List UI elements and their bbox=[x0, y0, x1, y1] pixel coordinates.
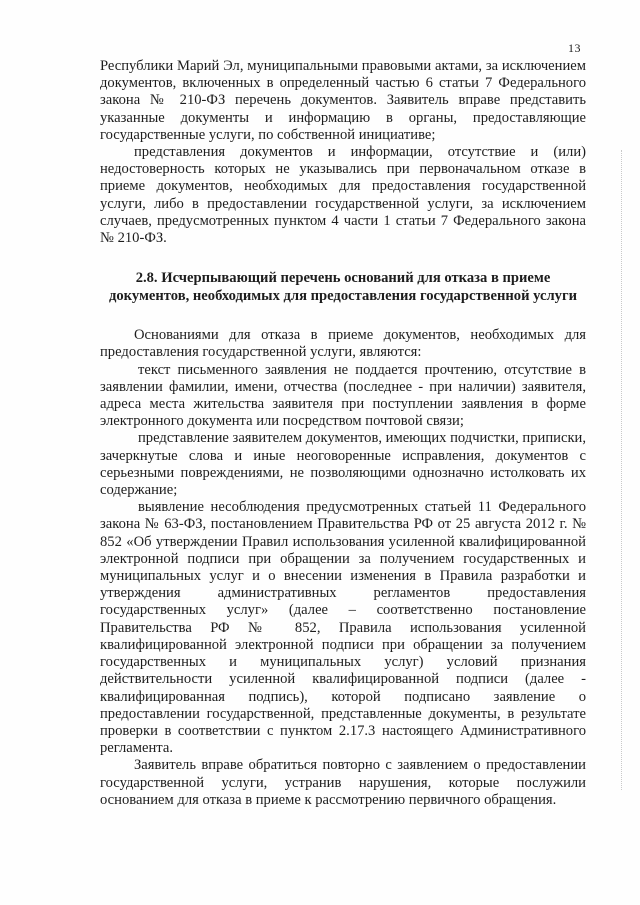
paragraph-ground-corrections: представление заявителем документов, имеющих подчистки, приписки, зачеркнутые слова и иные неоговоренные исправления, документов с серьезными повреждениями, не позволяющими однозначно истолковать их содержание; bbox=[100, 430, 586, 499]
paragraph-representation: представления документов и информации, отсутствие и (или) недостоверность которых не указывались при первоначальном отказе в приеме документов, необходимых для предоставления государственной услуги, либо в предоставлении государственной услуги, за исключением случаев, предусмотренных пунктом 4 части 1 статьи 7 Федерального закона № 210-ФЗ. bbox=[100, 144, 586, 247]
scan-edge-marks bbox=[621, 150, 625, 790]
paragraph-resubmission: Заявитель вправе обратиться повторно с заявлением о предоставлении государственной услуги, устранив нарушения, которые послужили основанием для отказа в приеме к рассмотрению первичного обращения. bbox=[100, 757, 586, 808]
paragraph-grounds-intro: Основаниями для отказа в приеме документов, необходимых для предоставления государственной услуги, являются: bbox=[100, 327, 586, 361]
paragraph-ground-unreadable: текст письменного заявления не поддается прочтению, отсутствие в заявлении фамилии, имени, отчества (последнее - при наличии) заявителя, адреса места жительства заявителя при поступлении заявления в форме электронного документа или посредством почтовой связи; bbox=[100, 361, 586, 430]
paragraph-continuation: Республики Марий Эл, муниципальными правовыми актами, за исключением документов, включенных в определенный частью 6 статьи 7 Федерального закона № 210-ФЗ перечень документов. Заявитель вправе представить указанные документы и информацию в органы, предоставляющие государственные услуги, по собственной инициативе; bbox=[100, 58, 586, 143]
paragraph-ground-signature: выявление несоблюдения предусмотренных статьей 11 Федерального закона № 63-ФЗ, постановлением Правительства РФ от 25 августа 2012 г. № 852 «Об утверждении Правил использования усиленной квалифицированной электронной подписи при обращении за получением государственных и муниципальных услуг и о внесении изменения в Правила разработки и утверждения административных регламентов предоставления государственных услуг» (далее – соответственно постановление Правительства РФ № 852, Правила использования усиленной квалифицированной электронной подписи при обращении за получением государственных и муниципальных услуг) условий признания действительности усиленной квалифицированной подписи (далее - квалифицированная подпись), которой подписано заявление о предоставлении государственной, представленные документы, в результате проверки в соответствии с пунктом 2.17.3 настоящего Административного регламента. bbox=[100, 499, 586, 757]
page-number: 13 bbox=[568, 41, 581, 55]
document-body bbox=[100, 58, 586, 809]
section-heading: 2.8. Исчерпывающий перечень оснований для отказа в приеме документов, необходимых для предоставления государственной услуги bbox=[109, 270, 577, 305]
